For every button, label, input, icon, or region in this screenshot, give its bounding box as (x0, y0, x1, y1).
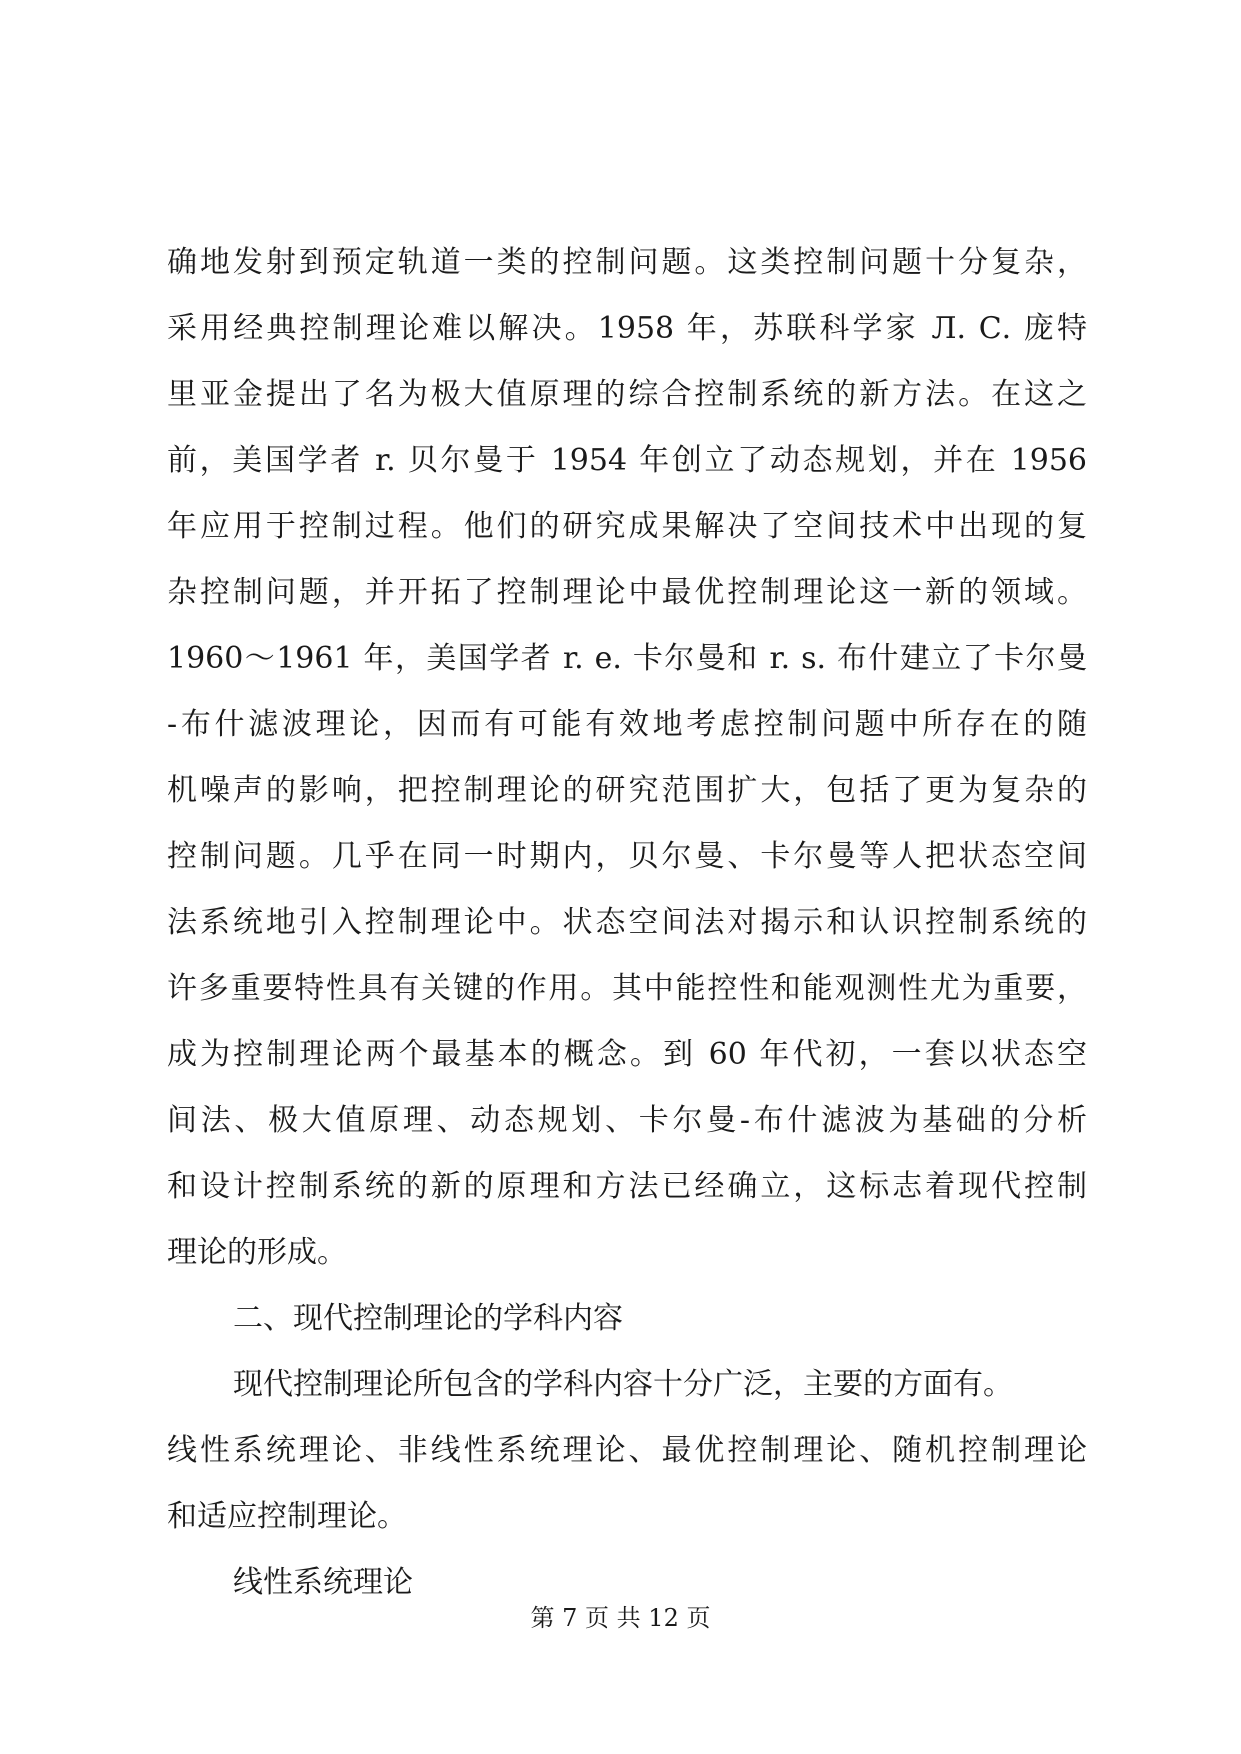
paragraph-line: 成为控制理论两个最基本的概念。到 60 年代初，一套以状态空 (167, 1037, 1087, 1072)
paragraph-line: 采用经典控制理论难以解决。1958 年，苏联科学家 Л. С. 庞特 (167, 311, 1087, 346)
paragraph-line: 里亚金提出了名为极大值原理的综合控制系统的新方法。在这之 (167, 377, 1087, 412)
paragraph-line: 现代控制理论所包含的学科内容十分广泛，主要的方面有。 (233, 1367, 1013, 1402)
section-heading: 二、现代控制理论的学科内容 (233, 1301, 623, 1336)
paragraph-line: 许多重要特性具有关键的作用。其中能控性和能观测性尤为重要， (167, 971, 1087, 1006)
paragraph-line: 和适应控制理论。 (167, 1499, 407, 1534)
paragraph-line: 1960～1961 年，美国学者 r. e. 卡尔曼和 r. s. 布什建立了卡尔曼 (167, 641, 1087, 676)
paragraph-line: 杂控制问题，并开拓了控制理论中最优控制理论这一新的领域。 (167, 575, 1087, 610)
paragraph-line: 间法、极大值原理、动态规划、卡尔曼-布什滤波为基础的分析 (167, 1103, 1087, 1138)
paragraph-line: 理论的形成。 (167, 1235, 347, 1270)
paragraph-line: 机噪声的影响，把控制理论的研究范围扩大，包括了更为复杂的 (167, 773, 1087, 808)
paragraph-line: 控制问题。几乎在同一时期内，贝尔曼、卡尔曼等人把状态空间 (167, 839, 1087, 874)
subsection-heading: 线性系统理论 (233, 1565, 413, 1600)
paragraph-line: 确地发射到预定轨道一类的控制问题。这类控制问题十分复杂， (167, 245, 1087, 280)
page-footer: 第 7 页 共 12 页 (530, 1604, 711, 1632)
paragraph-line: 线性系统理论、非线性系统理论、最优控制理论、随机控制理论 (167, 1433, 1087, 1468)
document-body (167, 230, 1087, 1616)
paragraph-line: 年应用于控制过程。他们的研究成果解决了空间技术中出现的复 (167, 509, 1087, 544)
paragraph-line: -布什滤波理论，因而有可能有效地考虑控制问题中所存在的随 (167, 707, 1087, 742)
paragraph-line: 法系统地引入控制理论中。状态空间法对揭示和认识控制系统的 (167, 905, 1087, 940)
paragraph-line: 前，美国学者 r. 贝尔曼于 1954 年创立了动态规划，并在 1956 (167, 443, 1087, 478)
paragraph-line: 和设计控制系统的新的原理和方法已经确立，这标志着现代控制 (167, 1169, 1087, 1204)
